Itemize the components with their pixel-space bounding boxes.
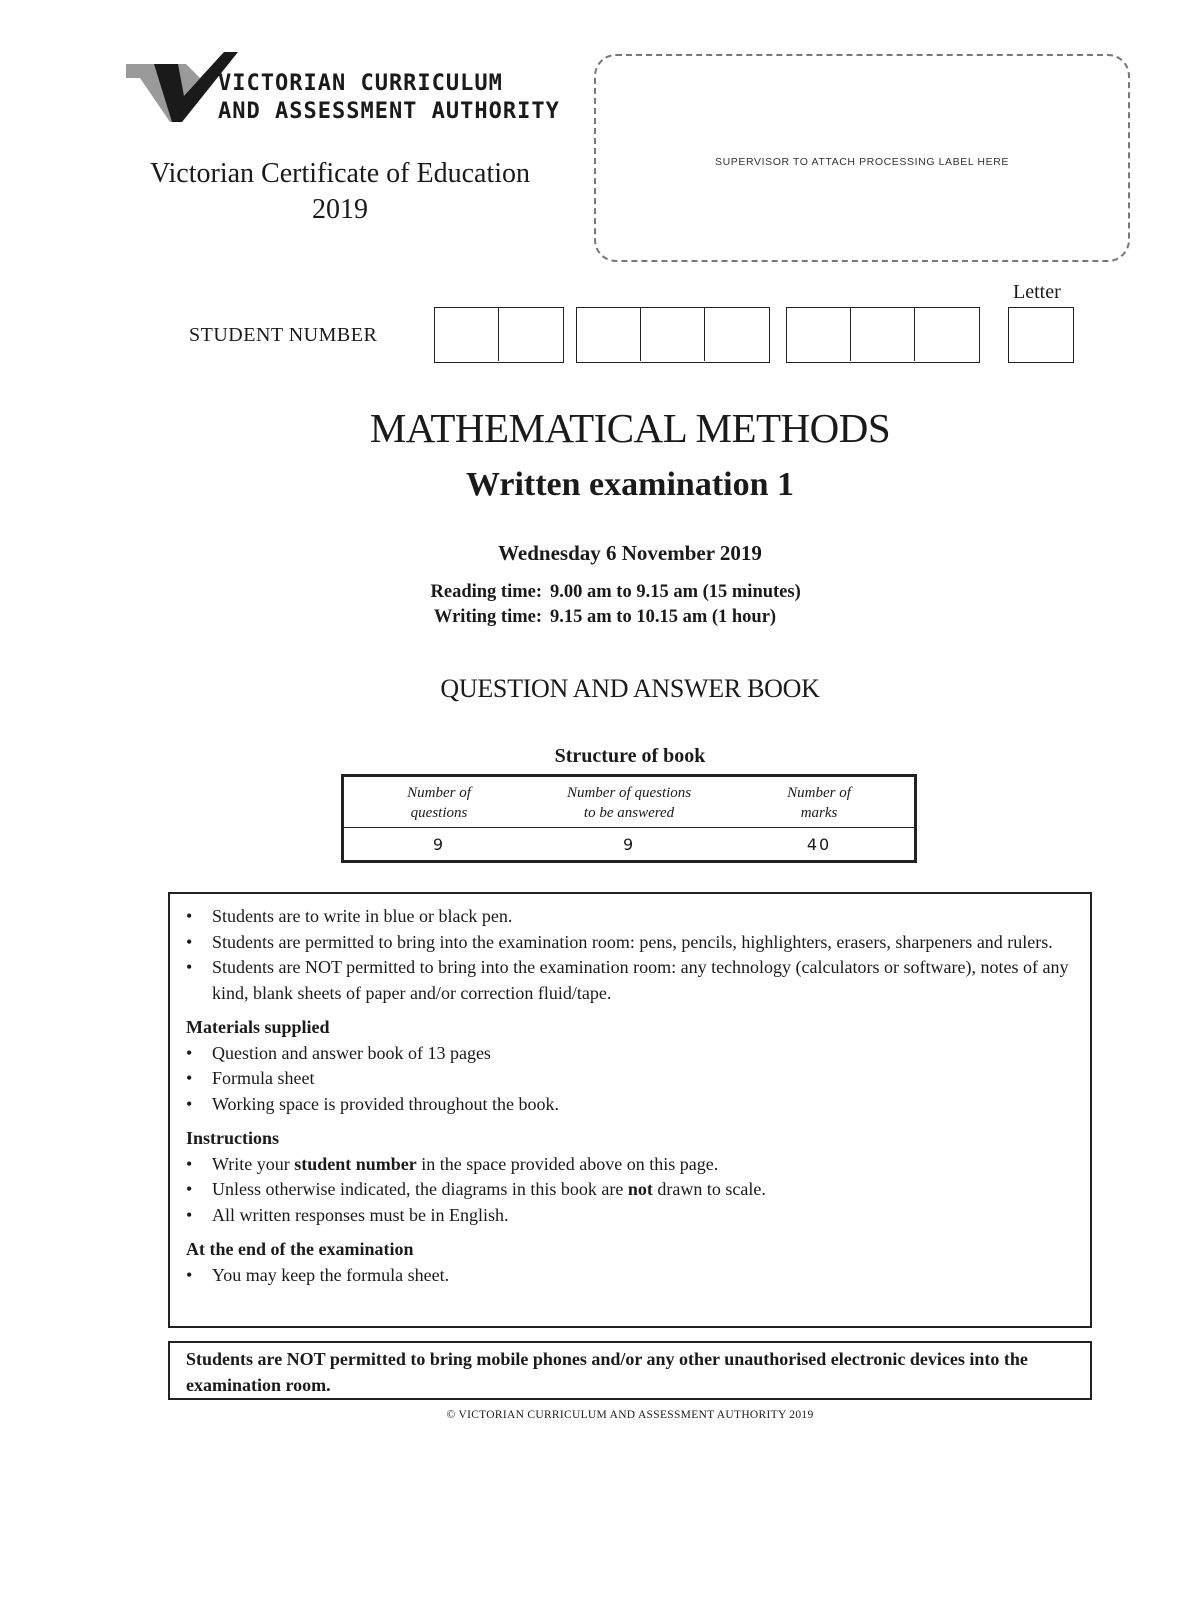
list-item: • Write your student number in the space provided above on this page. [186,1152,1074,1178]
copyright-notice: © VICTORIAN CURRICULUM AND ASSESSMENT AUTHORITY 2019 [446,1409,814,1421]
value-number-of-marks: 40 [806,835,832,854]
structure-value-row [343,828,916,862]
list-item: • All written responses must be in English. [186,1203,1074,1229]
student-number-label: STUDENT NUMBER [189,324,378,346]
instructions-list [186,1152,1074,1229]
student-number-digit-box[interactable] [499,308,563,361]
list-item: • Question and answer book of 13 pages [186,1041,1074,1067]
general-rules-list [186,904,1074,1006]
logo-line-1: VICTORIAN CURRICULUM [218,71,503,96]
student-number-group-3 [786,307,980,363]
student-number-digit-box[interactable] [641,308,705,361]
letter-label: Letter [1013,281,1061,303]
structure-title: Structure of book [554,745,706,767]
student-number-group-1 [434,307,564,363]
logo-line-2: AND ASSESSMENT AUTHORITY [218,99,560,124]
student-number-digit-box[interactable] [915,308,979,361]
writing-time-label: Writing time: [433,607,542,627]
materials-heading: Materials supplied [186,1017,330,1037]
student-number-digit-box[interactable] [577,308,641,361]
header-number-of-questions: Number of questions [343,776,535,828]
paper-title: Written examination 1 [465,466,794,503]
student-number-digit-box[interactable] [435,308,499,361]
reading-time-value: 9.00 am to 9.15 am (15 minutes) [550,582,801,602]
list-item: • Students are permitted to bring into the examination room: pens, pencils, highlighters, erasers, sharpeners and rulers. [186,930,1074,956]
writing-time-value: 9.15 am to 10.15 am (1 hour) [550,607,777,627]
student-number-letter-box[interactable] [1009,308,1073,361]
exam-times [410,580,801,630]
processing-label-instruction: SUPERVISOR TO ATTACH PROCESSING LABEL HERE [715,156,1009,168]
certificate-year: 2019 [312,194,368,225]
subject-title: MATHEMATICAL METHODS [369,405,891,451]
end-of-exam-list [186,1263,1074,1289]
book-title: QUESTION AND ANSWER BOOK [440,674,820,703]
student-number-digit-box[interactable] [705,308,769,361]
instructions-box [168,892,1092,1328]
list-item: • Working space is provided throughout the book. [186,1092,1074,1118]
header-number-of-marks: Number of marks [724,776,915,828]
header-questions-to-answer: Number of questions to be answered [534,776,724,828]
list-item: • Students are to write in blue or black pen. [186,904,1074,930]
student-number-digit-box[interactable] [787,308,851,361]
mobile-phone-warning: Students are NOT permitted to bring mobile phones and/or any other unauthorised electronic devices into the examination room. [168,1341,1092,1400]
end-of-exam-heading: At the end of the examination [186,1239,414,1259]
vcaa-logo-text [218,70,560,126]
list-item: • You may keep the formula sheet. [186,1263,1074,1289]
value-questions-to-answer: 9 [622,835,636,854]
student-number-letter-group [1008,307,1074,363]
instructions-heading: Instructions [186,1128,280,1148]
student-number-group-2 [576,307,770,363]
structure-table [341,774,917,863]
value-number-of-questions: 9 [432,835,446,854]
certificate-title: Victorian Certificate of Education [149,158,531,189]
list-item: • Formula sheet [186,1066,1074,1092]
list-item: • Unless otherwise indicated, the diagrams in this book are not drawn to scale. [186,1177,1074,1203]
reading-time-label: Reading time: [430,582,542,602]
list-item: • Students are NOT permitted to bring into the examination room: any technology (calculators or software), notes of any kind, blank sheets of paper and/or correction fluid/tape. [186,955,1074,1006]
materials-list [186,1041,1074,1118]
exam-date: Wednesday 6 November 2019 [498,541,762,565]
structure-header-row [343,776,916,828]
student-number-digit-box[interactable] [851,308,915,361]
